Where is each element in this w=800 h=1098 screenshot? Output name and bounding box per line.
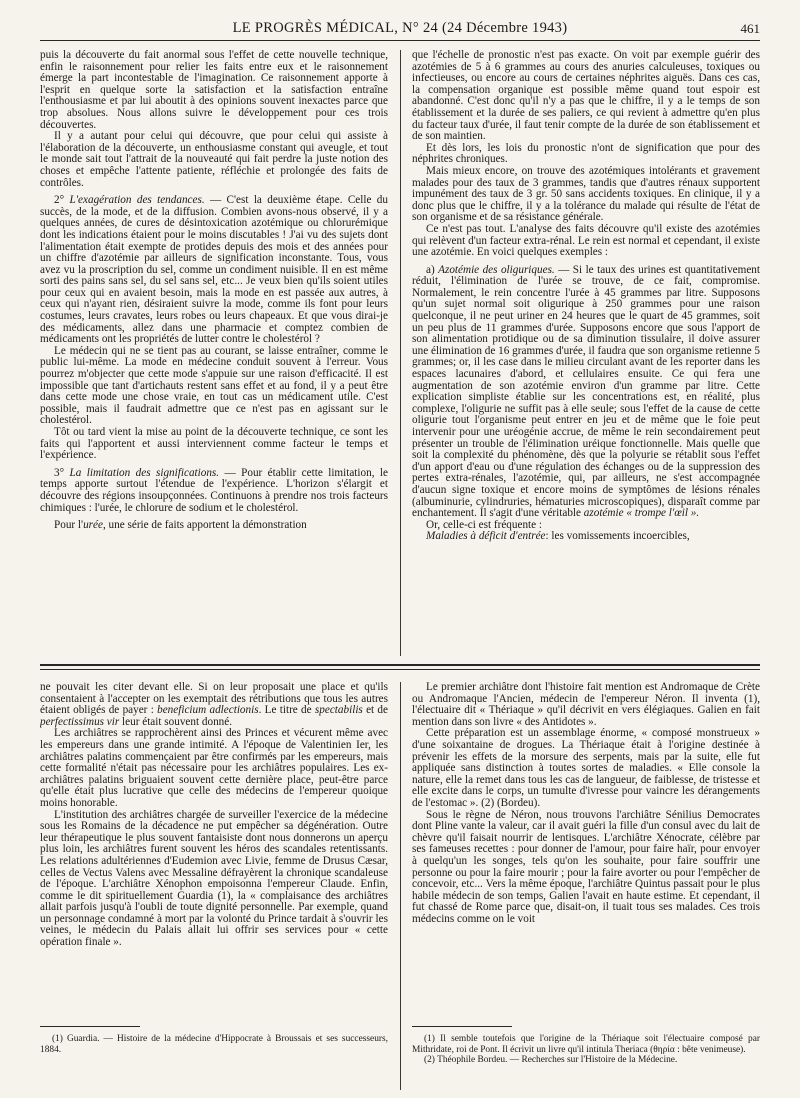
- section-letter: a): [426, 263, 439, 276]
- text-run: ne pouvait les citer devant elle. Si on leur proposait une place et qu'ils consentaient à l'accepter on les exemptait des rétributions que tous les autres étaient obligés de payer :: [40, 682, 388, 717]
- upper-right-column: [412, 50, 760, 658]
- footnote: (1) Il semble toutefois que l'origine de la Thériaque soit l'électuaire composé par Mithridate, roi de Pont. Il écrivit un livre qu'il intitula Theriaca (θηρία : bête venimeuse).: [412, 1034, 760, 1055]
- section-number: 2°: [54, 194, 70, 207]
- footnote: (1) Guardia. — Histoire de la médecine d'Hippocrate à Broussais et ses successeurs, 1884.: [40, 1034, 388, 1055]
- section-body: — Si le taux des urines est quantitativement réduit, l'élimination de l'urée se trouve, de ce fait, compromise. Normalement, le rein concentre l'urée à 45 grammes par litre. Supposons qu'un sujet normal soit oligurique à 250 grammes pour une raison quelconque, il ne peut uriner en 24 heures que le quart de 45 grammes, soit un peu plus de 11 grammes d'urée. Supposons encore que sous l'apport de son alimentation protidique ou de sa diminution tissulaire, il doive assurer une élimination de 16 grammes d'urée, il faudra que son organisme retienne 5 grammes; or, il les case dans le milieu circulant avant de les reporter dans les espaces lacunaires d'abord, et cellulaires ensuite. Ce qui fera une augmentation de son azotémie environ d'un gramme par litre. Cette explication simpliste établie sur les concentrations est, en réalité, plus complexe, l'oligurie ne suffit pas à elle seule; sous l'effet de la cause de cette oligurie tout l'organisme peut entrer en jeu et de même que le foie peut intervenir pour une uréogénie accrue, de même le rein secondairement peut présenter un trouble de l'élimination uréique fonctionnelle. Mais quelle que soit la complexité du phénomène, dès que la polyurie se rétablit sous l'effet d'un apport d'eau ou d'une régulation des échanges ou de la suppression des pertes extra-rénales, l'azotémie, qui, par ailleurs, ne s'est accompagnée d'aucun signe toxique et encore moins de symptômes de lésions rénales (albuminurie, cylindruries, hématuries microscopiques), disparaît comme par enchantement. Il s'agit d'une véritable: [412, 263, 760, 520]
- column-divider: [400, 50, 401, 656]
- running-title: LE PROGRÈS MÉDICAL, N° 24 (24 Décembre 1943): [232, 20, 568, 36]
- text-run: Pour l': [54, 519, 84, 532]
- section-body: — Pour établir cette limitation, le temps apporte surtout l'étendue de l'expérience. L'horizon s'élargit et découvre des régions insoupçonnées. Continuons à prendre nos trois facteurs chimiques : l'urée, le chlorure de sodium et le cholestérol.: [40, 466, 388, 514]
- paragraph: Le premier archiâtre dont l'histoire fait mention est Andromaque de Crète ou Andromaque l'Ancien, médecin de l'empereur Néron. Il inventa (1), l'électuaire dit « Thériaque » qu'il décrivit en vers élégiaques. Galien en fait mention dans son livre « des Antidotes ».: [412, 682, 760, 728]
- paragraph: Mais mieux encore, on trouve des azotémiques intolérants et gravement malades pour des taux de 3 grammes, tandis que d'autres rénaux supportent impunément des taux de 3 gr. 50 sans accidents toxiques. En clinique, il y a donc plus que le chiffre, il y a la tolérance du malade qui résulte de l'état de son organisme et de sa résistance générale.: [412, 164, 760, 224]
- footnote: (2) Théophile Bordeu. — Recherches sur l'Histoire de la Médecine.: [424, 1055, 678, 1066]
- emphasis: spectabilis: [314, 704, 363, 717]
- section-title: La limitation des significations.: [69, 466, 220, 479]
- lower-right-column: [412, 682, 760, 1014]
- section-number: 3°: [54, 466, 70, 479]
- paragraph: puis la découverte du fait anormal sous l'effet de cette nouvelle technique, enfin le raisonnement pour relier les faits entre eux et le raisonnement émerge la part incontestable de l'imagination. Ce raisonnement apporte à l'esprit en quelque sorte la satisfaction et la satisfaction entraîne l'enthousiasme et par lui aboutit à des opinions souvent inexactes parce que trop absolues. Nous allons suivre le développement pour ces trois découvertes.: [40, 50, 388, 131]
- running-header: [40, 20, 760, 41]
- section-title: Azotémie des oliguriques.: [438, 263, 555, 276]
- paragraph: Cette préparation est un assemblage énorme, « composé monstrueux » d'une soixantaine de drogues. La Thériaque était à l'origine destinée à prévenir les effets de la morsure des serpents, mais par la suite, elle fut appliquée sans distinction à toutes sortes de maladies. « Elle console la nature, elle la remet dans tous les cas de langueur, de faiblesse, de tristesse et elle excite dans le corps, un tumulte d'ivresse pour vaincre les dérangements de l'estomac ». (2) (Bordeu).: [412, 727, 760, 809]
- section-title: Maladies à déficit d'entrée: [426, 530, 546, 543]
- text-run: et de: [362, 704, 388, 717]
- paragraph: [412, 531, 760, 543]
- paragraph: Et dès lors, les lois du pronostic n'ont de signification que pour des néphrites chroniques.: [412, 141, 760, 166]
- upper-left-column: [40, 50, 388, 650]
- emphasis: azotémie « trompe l'œil ».: [583, 507, 700, 520]
- paragraph: [40, 682, 388, 728]
- text-run: leur était souvent donné.: [119, 715, 233, 728]
- section-body: : les vomissements incoercibles,: [545, 530, 690, 543]
- emphasis: beneficium adlectionis: [157, 704, 259, 717]
- section-divider: [40, 664, 760, 666]
- paragraph: L'institution des archiâtres chargée de surveiller l'exercice de la médecine sous les Romains de la décadence ne put empêcher sa dégénération. Outre leur thérapeutique le plus souvent fantaisiste dont nous donnerons un aperçu plus loin, les archiâtres furent souvent les héros des scandales retentissants. Les relations adultériennes d'Eudemion avec Livie, femme de Drusus Cæsar, celles de Vectus Valens avec Messaline défrayèrent la chronique scandaleuse de l'époque. L'archiâtre Xénophon empoisonna l'empereur Claude. Enfin, comme le dit spirituellement Guardia (1), la « complaisance des archiâtres allait parfois jusqu'à l'oubli de toute dignité personnelle. Par exemple, quand un personnage condamné à mort par la volonté du Prince tardait à s'ouvrir les veines, le médecin du Palais allait lui offrir ses services pour « cette opération finale ».: [40, 808, 388, 949]
- paragraph: Les archiâtres se rapprochèrent ainsi des Princes et vécurent même avec les empereurs dans une grande intimité. A l'époque de Valentinien Ier, les archiâtres palatins commençaient par être confirmés par les empereurs, mais cette formalité n'était pas nécessaire pour les archiâtres populaires. Les ex-archiâtres palatins briguaient souvent cette dernière place, peut-être parce qu'elle était plus lucrative que celle des médecins de l'empereur quoique moins honorable.: [40, 727, 388, 809]
- emphasis: urée: [83, 519, 103, 532]
- paragraph: Ce n'est pas tout. L'analyse des faits découvre qu'il existe des azotémies qui relèvent d'un facteur extra-rénal. Le rein est normal et cependant, il existe une azotémie. En voici quelques exemples :: [412, 222, 760, 259]
- column-divider: [400, 682, 401, 1090]
- page-number: 461: [740, 21, 760, 36]
- text-run: , une série de faits apportent la démonstration: [102, 519, 307, 532]
- paragraph: Il y a autant pour celui qui découvre, que pour celui qui assiste à l'élaboration de la découverte, un enthousiasme constant qui aveugle, et tout le monde sait tout l'attrait de la nouveauté qui fait perdre la juste notion des choses et empêche l'attente patiente, réfléchie et prolongée des faits de contrôles.: [40, 130, 388, 189]
- section-paragraph: [40, 468, 388, 514]
- footnote-rule: [412, 1026, 512, 1027]
- paragraph: que l'échelle de pronostic n'est pas exacte. On voit par exemple guérir des azotémies de 5 à 6 grammes au cours des anuries calculeuses, toxiques ou infectieuses, ou encore au cours de certaines néphrites aiguës. Dans ces cas, la compensation organique est possible même quand tout espoir est abandonné. C'est donc qu'il n'y a pas que le chiffre, il y a le temps de son établissement et la durée de ses paliers, ce qui revient à admettre qu'en plus du facteur taux d'urée, il faut tenir compte de la durée de son établissement et de son maintien.: [412, 50, 760, 143]
- footnote-rule: [40, 1026, 140, 1027]
- section-body: — C'est la deuxième étape. Celle du succès, de la mode, et de la diffusion. Combien avons-nous observé, il y a quelques années, de cures de désintoxication azotémique ou chlorurémique dont les indications étaient pour le moins discutables ! J'ai vu des sujets dont l'alimentation était exempte de protides depuis des mois et des années pour un chiffre d'azotémie par ailleurs de signification inconstante. Tous, vous avez vu la proscription du sel, comme un condiment nuisible. Il en est même sorti des pains sans sel, du sel sans sel, etc... Je veux bien qu'ils soient utiles pour ceux qui en avaient besoin, mais la mode en est passée aux autres, à ceux qui n'ayant rien, désiraient suivre la mode, comme ils font pour leurs costumes, leurs cravates, leurs robes ou leurs chapeaux. Et que vous dirai-je des médicaments, allez dans une pharmacie et comptez combien de médicaments ont les propriétés de lutter contre le cholestérol ?: [40, 194, 388, 346]
- footnotes-left: [40, 1034, 388, 1074]
- paragraph: [40, 520, 388, 532]
- paragraph: Le médecin qui ne se tient pas au courant, se laisse entraîner, comme le public lui-même. La mode en médecine conduit souvent à l'erreur. Vous pourrez m'objecter que cette mode s'appuie sur une raison d'efficacité. Il est impossible que tant d'artichauts restent sans effet et au fond, il y a peut être dans cette mode une chose vraie, en tout cas un médicament utile. C'est possible, mais il faudrait admettre que ce n'est pas en agissant sur le cholestérol.: [40, 344, 388, 427]
- paragraph: Tôt ou tard vient la mise au point de la découverte technique, ce sont les faits qui l'apportent et aussi interviennent comme facteur le temps et l'expérience.: [40, 426, 388, 462]
- emphasis: perfectissimus vir: [40, 715, 120, 728]
- section-paragraph: [40, 195, 388, 346]
- paragraph: Sous le règne de Néron, nous trouvons l'archiâtre Sénilius Democrates dont Pline vante la valeur, car il avait guéri la fille d'un consul avec du lait de chèvre qu'il faisait nourrir de lentisques. L'archiâtre Xénocrate, célèbre par ses fameuses recettes : pour donner de l'amour, pour faire haïr, pour envoyer à quelqu'un les songes, tels qu'on les souhaite, pour faire souffrir une personne ou pour la faire mourir ; pour la faire avorter ou pour l'empêcher de concevoir, etc... Vers la même époque, l'archiâtre Quintus passait pour le plus habile médecin de son temps, Galien l'avait en haute estime. Et cependant, il fut chassé de Rome parce que, disait-on, il tuait tous ses malades. Ces trois médecins comme on le voit: [412, 808, 760, 925]
- section-divider-thin: [40, 669, 760, 670]
- paragraph: Or, celle-ci est fréquente :: [426, 518, 543, 531]
- text-run: . Le titre de: [258, 704, 315, 717]
- section-title: L'exagération des tendances.: [69, 194, 205, 207]
- footnotes-right: [412, 1034, 760, 1090]
- lower-left-column: [40, 682, 388, 1014]
- section-paragraph: [412, 265, 760, 520]
